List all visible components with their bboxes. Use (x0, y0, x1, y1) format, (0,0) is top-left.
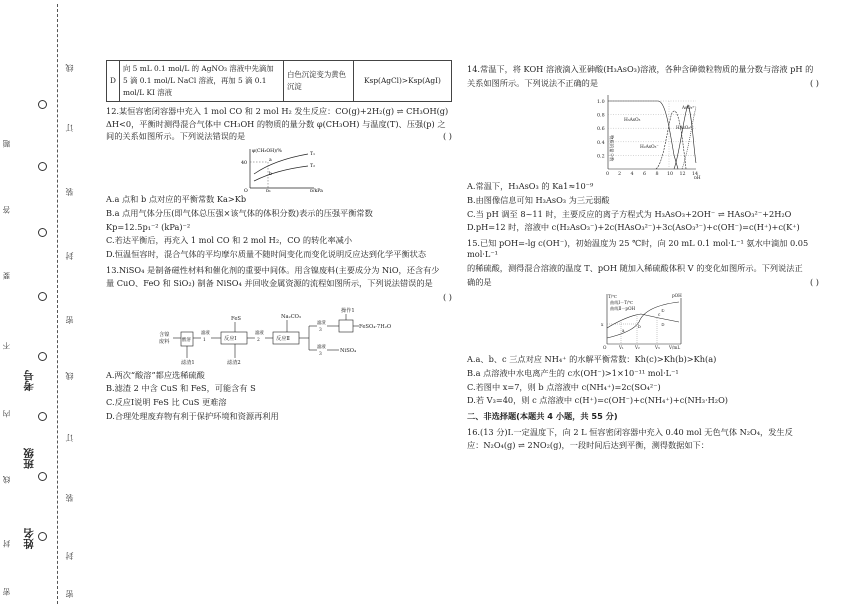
fig-x-mark: x (601, 322, 604, 328)
dashed-cut-line (57, 4, 58, 604)
inner-char: 答 (2, 206, 11, 214)
fig-series-AsO3: AsO₃³⁻ (682, 105, 697, 111)
flow-lye: 3 (319, 351, 322, 357)
fig-ylabel: φ(CH₃OH)/% (252, 149, 282, 155)
right-column (467, 64, 819, 454)
curve-H2AsO3 (656, 111, 686, 169)
fig-v1: V₁ (619, 345, 624, 351)
fig-x-tick: 12 (679, 172, 686, 178)
q13-stem-1: 13.NiSO₄ 是制备磁性材料和催化剂的重要中间体。用含镍废料(主要成分为 NiO，还含有少 (106, 264, 440, 275)
q16-line-1: 16.(13 分)Ⅰ.一定温度下，向 2 L 恒容密闭容器中充入 0.40 mol 无色气体 N₂O₄，发生反 (467, 426, 793, 437)
q13-option-a[interactable]: A.两次“酸溶”都应选稀硫酸 (106, 369, 205, 380)
fig-series-H2AsO3: H₂AsO₃⁻ (640, 145, 659, 151)
field-exam-number: 考号 (23, 370, 35, 391)
question-12 (106, 106, 452, 261)
q15-figure (597, 292, 689, 352)
fig-x-tick: 2 (618, 172, 622, 178)
binding-hole (38, 412, 47, 421)
fig-v3: V₃ (655, 345, 660, 351)
q15-option-d[interactable]: D.若 V₃=40，则 c 点溶液中 c(H⁺)=c(OH⁻)+c(NH₄⁺)+c(NH₃·H₂O) (467, 395, 729, 406)
q13-flowchart (159, 306, 399, 368)
q15-stem-1: 15.已知 pOH=-lg c(OH⁻)，初始温度为 25 ℃时，向 20 mL 0.1 mol·L⁻¹ 氨水中滴加 0.05 mol·L⁻¹ (467, 237, 809, 260)
inner-char: 要 (2, 272, 11, 280)
option-table (106, 60, 452, 102)
fig-origin: 0 (606, 172, 610, 178)
flow-acid: 酸溶 (182, 337, 191, 343)
answer-paren: ( ) (443, 291, 452, 302)
fig-xlabel: V/mL (669, 345, 681, 351)
answer-paren: ( ) (443, 130, 452, 141)
curve-T2 (254, 166, 308, 181)
answer-paren: ( ) (810, 77, 819, 88)
q12-option-d[interactable]: D.恒温恒容时，混合气体的平均摩尔质量不随时间变化而变化说明反应达到化学平衡状态 (106, 249, 427, 260)
row-phenomenon: 白色沉淀变为黄色沉淀 (283, 61, 353, 102)
q14-stem-1: 14.常温下，将 KOH 溶液滴入亚砷酸(H₃AsO₃)溶液，各种含砷微粒物质的量分数与溶液 pH 的 (467, 64, 814, 74)
margin-char: 订 (65, 434, 74, 442)
q16-line-2: 应：N₂O₄(g) ⇌ 2NO₂(g)，一段时间后达到平衡，测得数据如下： (467, 440, 709, 451)
fig-x-tick: 10 (667, 172, 674, 178)
fig-y-tick: 1.0 (597, 100, 605, 106)
curve-AsO3 (682, 107, 696, 169)
q12-option-b-2: Kp=12.5p₁⁻² (kPa)⁻² (106, 221, 191, 232)
fig-curve-mark-2: ② (661, 322, 665, 328)
field-name: 姓名 (23, 528, 35, 549)
flow-box-op (339, 320, 353, 332)
q14-option-b[interactable]: B.由图像信息可知 H₃AsO₃ 为三元弱酸 (467, 194, 610, 205)
inner-char: 不 (2, 342, 11, 350)
flow-Na2CO3: Na₂CO₃ (281, 313, 302, 320)
fig-point-b: b (638, 324, 641, 330)
flow-lye: 1 (203, 337, 206, 343)
binding-hole (38, 352, 47, 361)
q12-stem-1: 12.某恒容密闭容器中充入 1 mol CO 和 2 mol H₂ 发生反应：CO(g)+2H₂(g) ⇌ CH₃OH(g) (106, 105, 449, 116)
table-row (107, 61, 452, 102)
q12-option-b-1[interactable]: B.a 点用气体分压(即气体总压强×该气体的体积分数)表示的压强平衡常数 (106, 208, 373, 219)
flow-r2: 反应Ⅱ (276, 335, 290, 342)
curve-I (607, 314, 679, 328)
fig-y-tick: 0.8 (597, 113, 605, 119)
section-heading: 二、非选择题(本题共 4 小题，共 55 分) (467, 410, 618, 421)
q14-option-d[interactable]: D.pH=12 时，溶液中 c(H₂AsO₃⁻)+2c(HAsO₃²⁻)+3c(AsO₃³⁻)+c(OH⁻)=c(H⁺)+c(K⁺) (467, 222, 800, 233)
flow-FeS: FeS (231, 315, 241, 322)
flow-lye: 2 (257, 337, 260, 343)
flow-product-1: FeSO₄·7H₂O (359, 323, 392, 330)
question-15 (467, 238, 819, 407)
fig-point-a: a (622, 328, 625, 334)
fig-y-tick: 0.6 (597, 127, 605, 133)
q15-stem-3: 确的是 (467, 276, 492, 287)
fig-point-a: a (269, 158, 272, 164)
curve-H3AsO3 (608, 101, 678, 169)
binding-hole (38, 228, 47, 237)
q14-option-a[interactable]: A.常温下，H₃AsO₃ 的 Ka1≈10⁻⁹ (467, 181, 594, 192)
flow-residue-2: 滤渣2 (227, 359, 241, 366)
q13-option-b[interactable]: B.滤渣 2 中含 CuS 和 FeS，可能含有 S (106, 383, 256, 394)
q13-option-d[interactable]: D.合理处理废弃物有利于保护环境和资源再利用 (106, 410, 279, 421)
binding-hole (38, 292, 47, 301)
flow-product-2: NiSO₄ (340, 347, 357, 354)
flow-lye: 滤液 (317, 344, 326, 350)
fig-x-tick: 4 (630, 172, 634, 178)
left-column (106, 60, 452, 424)
q12-option-c[interactable]: C.若达平衡后，再充入 1 mol CO 和 2 mol H₂，CO 的转化率减小 (106, 235, 353, 246)
inner-char: 线 (2, 476, 11, 484)
inner-char: 封 (2, 540, 11, 548)
flow-residue-1: 滤渣1 (181, 359, 195, 366)
inner-char: 题 (2, 140, 11, 148)
flow-lye: 滤液 (255, 330, 264, 336)
q15-option-b[interactable]: B.a 点溶液中水电离产生的 c水(OH⁻)>1×10⁻¹¹ mol·L⁻¹ (467, 368, 679, 379)
margin-char: 线 (65, 64, 74, 72)
margin-char: 装 (65, 494, 74, 502)
binding-hole (38, 472, 47, 481)
fig-T1: T₁ (310, 152, 315, 158)
q12-stem-2: ΔH<0，平衡时测得混合气体中 CH₃OH 的物质的量分数 φ(CH₃OH) 与温度(T)、压强(p) 之间的关系如图所示。下列说法错误的是 (106, 119, 446, 141)
margin-char: 密 (65, 590, 74, 598)
fig-pOH-axis: pOH (672, 293, 682, 299)
margin-char: 装 (65, 188, 74, 196)
fig-y-tick: 0.4 (597, 141, 605, 147)
fig-point-c: c (658, 312, 661, 318)
flow-feed: 废料 (159, 338, 170, 345)
fig-origin: O (603, 345, 607, 351)
binding-margin (0, 0, 105, 608)
field-class: 班级 (23, 448, 35, 469)
fig-x-tick: 14 (692, 172, 699, 178)
q13-option-c[interactable]: C.反应Ⅰ说明 FeS 比 CuS 更难溶 (106, 396, 227, 407)
fig-x-tick: 6 (643, 172, 647, 178)
flow-op1: 操作1 (341, 307, 355, 314)
margin-char: 封 (65, 252, 74, 260)
fig-series-HAsO3: HAsO₃²⁻ (676, 125, 694, 131)
fig-origin: O (244, 189, 248, 193)
fig-p1: p₁ (266, 189, 271, 193)
fig-tick-40: 40 (241, 161, 248, 167)
question-13 (106, 265, 452, 422)
binding-hole (38, 532, 47, 541)
fig-x-tick: 8 (655, 172, 659, 178)
q15-option-a[interactable]: A.a、b、c 三点对应 NH₄⁺ 的水解平衡常数：Kh(c)>Kh(b)>Kh(a) (467, 354, 717, 365)
question-14 (467, 64, 819, 234)
inner-char: 内 (2, 410, 11, 418)
binding-hole (38, 100, 47, 109)
fig-v2: V₂ (635, 345, 640, 351)
margin-char: 封 (65, 552, 74, 560)
fig-curve2-label: 曲线Ⅱ－pOH (610, 306, 636, 312)
answer-paren: ( ) (810, 276, 819, 287)
q13-stem-2: 量 CuO、FeO 和 SiO₂) 制备 NiSO₄ 并回收金属资源的流程如图所示，下列说法错误的是 (106, 278, 433, 289)
margin-char: 线 (65, 372, 74, 380)
fig-curve-mark-1: ① (661, 308, 665, 314)
flow-r1: 反应Ⅰ (224, 335, 237, 342)
fig-curve1-label: 曲线Ⅰ－T/℃ (610, 300, 634, 306)
q12-figure (224, 146, 334, 192)
q14-option-c[interactable]: C.当 pH 调至 8~11 时，主要反应的离子方程式为 H₃AsO₃+2OH⁻ ⇌ HAsO₃²⁻+2H₂O (467, 208, 792, 219)
margin-char: 订 (65, 124, 74, 132)
fig-xlabel: pH (694, 176, 701, 180)
margin-char: 密 (65, 316, 74, 324)
binding-hole (38, 162, 47, 171)
row-operation: 向 5 mL 0.1 mol/L 的 AgNO₃ 溶液中先滴加 5 滴 0.1 mol/L NaCl 溶液，再加 5 滴 0.1 mol/L KI 溶液 (119, 61, 283, 102)
fig-xlabel: p/kPa (310, 189, 323, 193)
inner-char: 密 (2, 588, 11, 596)
q15-option-c[interactable]: C.若图中 x=7，则 b 点溶液中 c(NH₄⁺)=2c(SO₄²⁻) (467, 381, 661, 392)
question-16 (467, 427, 819, 452)
q14-stem-2: 关系如图所示。下列说法不正确的是 (467, 77, 599, 88)
flow-lye: 滤液 (201, 330, 210, 336)
q12-option-a[interactable]: A.a 点和 b 点对应的平衡常数 Ka>Kb (106, 194, 247, 205)
fig-series-H3AsO3: H₃AsO₃ (624, 118, 641, 124)
fig-ylabel: 物质的量分数 (608, 135, 613, 162)
fig-point-b: b (269, 172, 272, 178)
row-conclusion: Ksp(AgCl)>Ksp(AgI) (353, 61, 451, 102)
flow-residue-3: 滤渣 (317, 320, 326, 326)
fig-y-tick: 0.2 (597, 154, 605, 160)
row-label: D (107, 61, 120, 102)
flow-feed: 含镍 (159, 331, 170, 338)
fig-T2: T₂ (310, 164, 315, 170)
fig-T-axis: T/℃ (608, 294, 617, 300)
flow-residue-3: 3 (319, 327, 322, 333)
q14-figure (578, 93, 708, 179)
q15-stem-2: 的稀硫酸，测得混合溶液的温度 T、pOH 随加入稀硫酸体积 V 的变化如图所示。下列说法正 (467, 263, 803, 274)
